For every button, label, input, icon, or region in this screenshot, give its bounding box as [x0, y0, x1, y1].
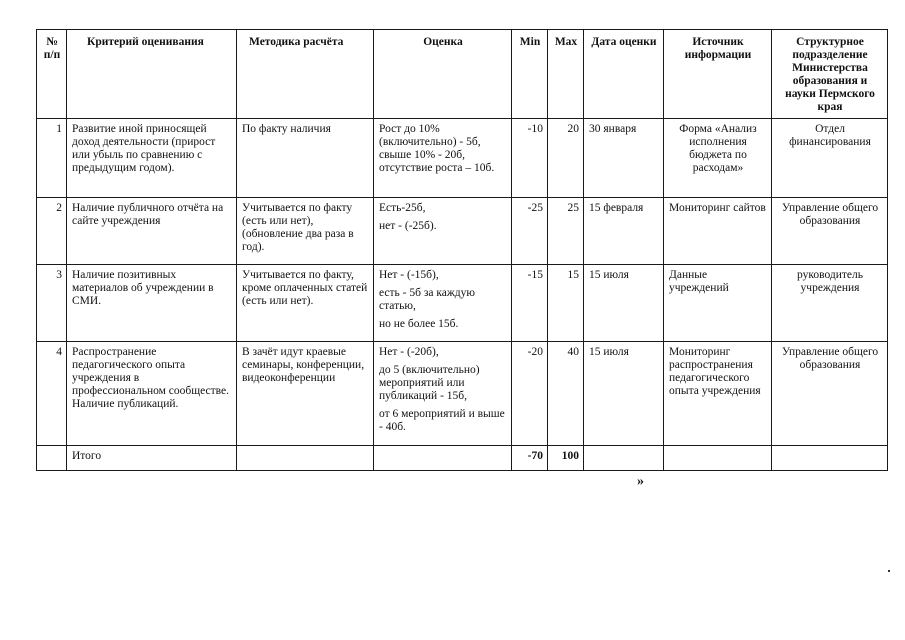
- row-min: -10: [512, 119, 548, 198]
- table-row: [37, 119, 888, 198]
- row-min: -25: [512, 198, 548, 265]
- closing-quote-mark: »: [637, 474, 644, 489]
- row-max: 40: [548, 342, 584, 446]
- row-num: 2: [37, 198, 67, 265]
- estimate-line: Нет - (-15б),: [379, 269, 439, 281]
- row-date: 15 июля: [584, 265, 664, 342]
- row-department: Управление общего образования: [772, 342, 888, 446]
- row-source: Мониторинг распространения педагогического опыта учреждения: [664, 342, 772, 446]
- row-source: Данные учреждений: [664, 265, 772, 342]
- total-max: 100: [548, 446, 584, 471]
- header-criterion: Критерий оценивания: [67, 30, 237, 119]
- header-row: [37, 30, 888, 119]
- total-label: Итого: [67, 446, 237, 471]
- row-method: В зачёт идут краевые семинары, конференции, видеоконференции: [237, 342, 374, 446]
- total-num-cell: [37, 446, 67, 471]
- total-empty-cell: [237, 446, 374, 471]
- row-criterion: Наличие позитивных материалов об учреждении в СМИ.: [67, 265, 237, 342]
- estimate-line: нет - (-25б).: [379, 220, 437, 232]
- estimate-line: от 6 мероприятий и выше - 40б.: [379, 408, 505, 433]
- scan-speck: [888, 570, 890, 572]
- row-estimate: [374, 119, 512, 198]
- estimate-line: Нет - (-20б),: [379, 346, 439, 358]
- row-min: -20: [512, 342, 548, 446]
- row-max: 20: [548, 119, 584, 198]
- row-department: руководитель учреждения: [772, 265, 888, 342]
- estimate-line: Есть-25б,: [379, 202, 426, 214]
- estimate-line: но не более 15б.: [379, 318, 459, 330]
- estimate-line: есть - 5б за каждую статью,: [379, 287, 475, 312]
- table-row: [37, 265, 888, 342]
- row-min: -15: [512, 265, 548, 342]
- header-source: Источник информации: [664, 30, 772, 119]
- row-num: 3: [37, 265, 67, 342]
- table-row: [37, 198, 888, 265]
- row-criterion: Наличие публичного отчёта на сайте учреждения: [67, 198, 237, 265]
- total-empty-cell: [374, 446, 512, 471]
- total-empty-cell: [664, 446, 772, 471]
- row-max: 15: [548, 265, 584, 342]
- header-max: Max: [548, 30, 584, 119]
- header-date: Дата оценки: [584, 30, 664, 119]
- row-department: Управление общего образования: [772, 198, 888, 265]
- header-num: № п/п: [37, 30, 67, 119]
- row-date: 15 июля: [584, 342, 664, 446]
- row-method: Учитывается по факту, кроме оплаченных статей (есть или нет).: [237, 265, 374, 342]
- row-num: 4: [37, 342, 67, 446]
- table-row: [37, 342, 888, 446]
- row-source: Мониторинг сайтов: [664, 198, 772, 265]
- total-empty-cell: [772, 446, 888, 471]
- row-method: Учитывается по факту (есть или нет), (обновление два раза в год).: [237, 198, 374, 265]
- evaluation-criteria-table: [36, 29, 888, 471]
- total-row: [37, 446, 888, 471]
- row-estimate: [374, 342, 512, 446]
- row-date: 30 января: [584, 119, 664, 198]
- total-min: -70: [512, 446, 548, 471]
- header-department: Структурное подразделение Министерства образования и науки Пермского края: [772, 30, 888, 119]
- row-method: По факту наличия: [237, 119, 374, 198]
- row-estimate: [374, 265, 512, 342]
- header-method: Методика расчёта: [237, 30, 374, 119]
- total-empty-cell: [584, 446, 664, 471]
- estimate-line: Рост до 10% (включительно) - 5б, свыше 10% - 20б, отсутствие роста – 10б.: [379, 123, 495, 174]
- row-department: Отдел финансирования: [772, 119, 888, 198]
- row-num: 1: [37, 119, 67, 198]
- header-min: Min: [512, 30, 548, 119]
- row-max: 25: [548, 198, 584, 265]
- row-criterion: Развитие иной приносящей доход деятельности (прирост или убыль по сравнению с предыдущим годом).: [67, 119, 237, 198]
- row-source: Форма «Анализ исполнения бюджета по расходам»: [664, 119, 772, 198]
- estimate-line: до 5 (включительно) мероприятий или публикаций - 15б,: [379, 364, 480, 402]
- header-estimate: Оценка: [374, 30, 512, 119]
- row-criterion: Распространение педагогического опыта учреждения в профессиональном сообществе. Наличие публикаций.: [67, 342, 237, 446]
- row-estimate: [374, 198, 512, 265]
- row-date: 15 февраля: [584, 198, 664, 265]
